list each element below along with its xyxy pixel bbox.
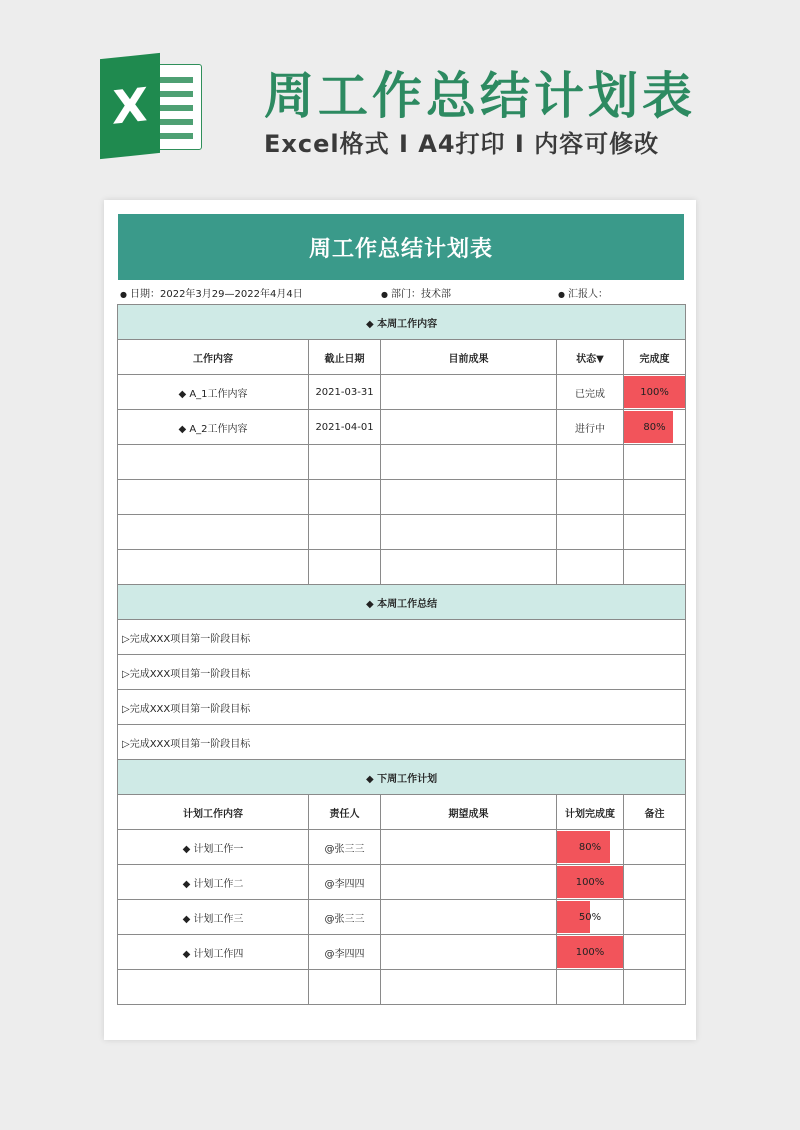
col-header-note: 备注 [624, 795, 686, 830]
completion-cell[interactable]: 80% [624, 410, 686, 445]
table-row[interactable] [118, 830, 686, 865]
plan-completion-cell[interactable]: 100% [557, 865, 624, 900]
col-header-plan-completion: 计划完成度 [557, 795, 624, 830]
plan-completion-cell[interactable]: 100% [557, 935, 624, 970]
table-row[interactable] [118, 900, 686, 935]
result-cell[interactable] [381, 375, 557, 410]
empty-row[interactable] [118, 445, 686, 480]
section-next-week: ◆ 下周工作计划 [118, 760, 686, 795]
task-cell[interactable]: ◆ A_1工作内容 [118, 375, 309, 410]
plan-completion-cell[interactable]: 50% [557, 900, 624, 935]
note-cell[interactable] [624, 900, 686, 935]
banner [0, 0, 800, 195]
expected-cell[interactable] [381, 935, 557, 970]
section-summary: ◆ 本周工作总结 [118, 585, 686, 620]
plan-task-cell[interactable]: ◆ 计划工作一 [118, 830, 309, 865]
plan-task-cell[interactable]: ◆ 计划工作四 [118, 935, 309, 970]
section-this-week: ◆ 本周工作内容 [118, 305, 686, 340]
task-cell[interactable]: ◆ A_2工作内容 [118, 410, 309, 445]
note-cell[interactable] [624, 830, 686, 865]
owner-cell[interactable]: @李四四 [309, 935, 381, 970]
banner-subtitle: Excel格式 I A4打印 I 内容可修改 [264, 130, 660, 158]
excel-logo-icon: X [100, 56, 204, 156]
deadline-cell[interactable]: 2021-03-31 [309, 375, 381, 410]
summary-item[interactable]: ▷完成XXX项目第一阶段目标 [118, 620, 686, 655]
plan-task-cell[interactable]: ◆ 计划工作三 [118, 900, 309, 935]
table-row[interactable] [118, 375, 686, 410]
owner-cell[interactable]: @张三三 [309, 830, 381, 865]
note-cell[interactable] [624, 865, 686, 900]
table-row[interactable] [118, 410, 686, 445]
summary-item[interactable]: ▷完成XXX项目第一阶段目标 [118, 655, 686, 690]
table-row[interactable] [118, 935, 686, 970]
result-cell[interactable] [381, 410, 557, 445]
col-header-status-filter[interactable]: 状态▼ [557, 340, 624, 375]
weekly-table [117, 304, 686, 1005]
empty-row[interactable] [118, 480, 686, 515]
info-reporter: ● 汇报人： [558, 289, 608, 300]
table-row[interactable] [118, 865, 686, 900]
info-dept: ● 部门：技术部 [381, 289, 451, 300]
owner-cell[interactable]: @李四四 [309, 865, 381, 900]
expected-cell[interactable] [381, 900, 557, 935]
col-header-plan-task: 计划工作内容 [118, 795, 309, 830]
summary-item[interactable]: ▷完成XXX项目第一阶段目标 [118, 725, 686, 760]
col-header-owner: 责任人 [309, 795, 381, 830]
completion-cell[interactable]: 100% [624, 375, 686, 410]
owner-cell[interactable]: @张三三 [309, 900, 381, 935]
banner-title: 周工作总结计划表 [264, 67, 696, 125]
sheet-title: 周工作总结计划表 [118, 214, 684, 280]
empty-row[interactable] [118, 515, 686, 550]
empty-row[interactable] [118, 970, 686, 1005]
expected-cell[interactable] [381, 865, 557, 900]
expected-cell[interactable] [381, 830, 557, 865]
col-header-expected: 期望成果 [381, 795, 557, 830]
col-header-task: 工作内容 [118, 340, 309, 375]
plan-completion-cell[interactable]: 80% [557, 830, 624, 865]
status-cell[interactable]: 进行中 [557, 410, 624, 445]
col-header-deadline: 截止日期 [309, 340, 381, 375]
status-cell[interactable]: 已完成 [557, 375, 624, 410]
col-header-result: 目前成果 [381, 340, 557, 375]
plan-task-cell[interactable]: ◆ 计划工作二 [118, 865, 309, 900]
info-date: ● 日期：2022年3月29—2022年4月4日 [120, 289, 303, 300]
empty-row[interactable] [118, 550, 686, 585]
deadline-cell[interactable]: 2021-04-01 [309, 410, 381, 445]
summary-item[interactable]: ▷完成XXX项目第一阶段目标 [118, 690, 686, 725]
col-header-completion: 完成度 [624, 340, 686, 375]
note-cell[interactable] [624, 935, 686, 970]
